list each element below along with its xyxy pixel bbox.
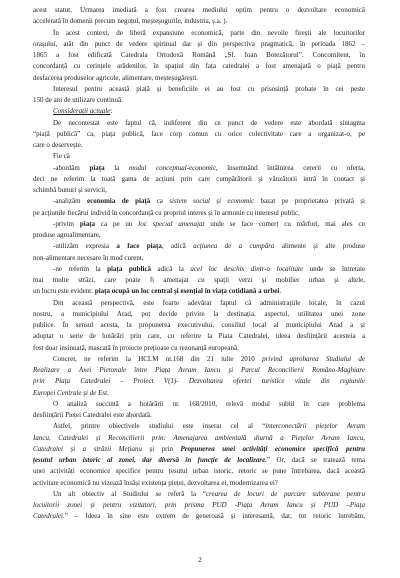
text-line xyxy=(33,332,365,340)
text-run: 1865 a fost edificată Catedrala Ortodoxă Română „Sf. Ioan Botezătorul”. Concomitent, în xyxy=(33,51,365,59)
text-run: acest statut. Urmarea imediată a fost crearea mediului optim pentru o dezvoltare economică xyxy=(33,6,365,14)
text-run: orașului, atât din punct de vedere spiritual dar și din perspectiva pragmatică, în perioada 1862 – xyxy=(33,39,365,48)
text-line xyxy=(33,29,365,37)
text-run: prin Piața Catedralei - Proiect V(1)- Dezvoltarea ofertei turistice vitale din regiunile xyxy=(33,377,365,386)
text-run: modul conceptual-economic xyxy=(128,163,216,172)
text-run: Catedralei și a străzii Mețianu xyxy=(33,444,142,453)
text-line xyxy=(33,265,365,273)
text-run: publice. În sensul acesta, la propunerea executivului, consiliul local al municipiului Arad a și xyxy=(33,321,365,329)
text-run: -ne referim la xyxy=(53,264,108,273)
text-run: privind aprobarea Studiului de xyxy=(262,354,365,363)
text-run: țesutul urban istoric al zonei, dar diversă în funcție de localizare. xyxy=(33,456,267,464)
text-line xyxy=(33,512,365,520)
text-run: -utilizăm expresia xyxy=(53,242,117,251)
text-run: produse agroalimentare, xyxy=(33,231,101,239)
text-line xyxy=(33,164,365,172)
text-line xyxy=(33,197,365,205)
text-run: Propunerea unei activități economice specifică pentru xyxy=(180,444,365,453)
text-run: acțiunea de a cumpăra xyxy=(193,242,275,251)
text-line xyxy=(33,389,365,397)
text-run: piața ocupă un loc central și esențial în viața cotidiană a urbei xyxy=(94,287,280,296)
text-run: piața xyxy=(89,163,105,172)
text-line xyxy=(33,242,365,250)
text-run: desființării Pieței Catedralei este abordată. xyxy=(33,411,152,419)
text-run: Catedralei. xyxy=(33,512,65,521)
text-line xyxy=(33,490,365,498)
text-run: unei activități economice specifice pentru țesutul urban istoric, retoric se pune întrebarea, dacă această xyxy=(33,467,365,476)
text-line xyxy=(33,51,365,59)
text-line xyxy=(33,434,365,442)
text-run: deci ne referim la toată gama de acțiuni prin care cumpărătorii și vânzătorii intră în contact și xyxy=(33,174,365,183)
text-run: ” – Ideea în sine este extrem de generoasă și interesantă, dar, tot retoric întrebăm, xyxy=(64,512,365,521)
text-run: Concret, ne referim la HCLM nr.168 din 21 iulie 2010 xyxy=(53,354,263,363)
text-run: piața publică xyxy=(107,264,152,273)
text-run: schimbă bunuri și servicii, xyxy=(33,186,107,194)
text-line xyxy=(33,186,365,194)
text-line xyxy=(33,130,365,138)
text-line xyxy=(33,141,365,149)
text-run: ca pe un xyxy=(95,219,139,228)
text-run: ” Or, dacă se tratează tema xyxy=(267,456,365,464)
text-line xyxy=(33,220,365,228)
text-run: . xyxy=(279,287,282,296)
text-line xyxy=(33,400,365,408)
text-run: unde se face comerț cu mărfuri, mai ales cu xyxy=(204,219,365,228)
text-run: crearea de locuri de parcare subterane pentru xyxy=(205,489,365,498)
text-run: accelerată în domenii precum negoțul, meșteșugurile, industria, ș.a. ). xyxy=(33,17,228,26)
text-line xyxy=(33,74,365,82)
text-run: activitate economică nu vizează însăși existența pieței, dezvoltarea ei, modernizarea ei? xyxy=(33,478,278,487)
text-run: interconectării piețelor Avram xyxy=(265,422,365,431)
text-run: Din această perspectivă, este foarte adevărat faptul că administrațiile locale, în cazul xyxy=(53,298,365,307)
text-run: adoptat o serie de hotărâri prin care, cu referire la Piata Catedralei, ideea desființării acesteia a xyxy=(33,332,365,341)
text-run: “piață publică” ca, piața publică, face corp comun cu orice colectivitate care a organizat-o, pe xyxy=(33,129,365,138)
text-line xyxy=(33,445,365,453)
text-run: : xyxy=(110,107,113,116)
text-line xyxy=(33,276,365,284)
text-run: locuitorii zonei și pentru vizitatori, prin prisma PUD -Piața Avram Iancu și PUD –Piața xyxy=(33,501,365,509)
text-line xyxy=(33,321,365,329)
page-number: 2 xyxy=(198,556,202,564)
text-run: economia de piață xyxy=(86,197,151,206)
text-run: la xyxy=(104,163,129,172)
text-run: și prin xyxy=(141,444,181,453)
text-run: nostru, a municipiului Arad, pot decide privire la destinația, aspectul, utilitatea unei zone xyxy=(33,309,365,318)
text-run: O analiză succintă a hotărârii nr. 168/2010, relevă modul subtil în care problema xyxy=(53,399,365,408)
text-line xyxy=(33,85,365,93)
text-run: a face piața xyxy=(116,242,162,251)
text-line xyxy=(33,456,365,464)
text-run: Interesul pentru această piață și beneficiile ei au fost cu prisosință probate în cei peste xyxy=(53,84,365,93)
text-line xyxy=(33,119,365,127)
text-line xyxy=(33,299,365,307)
text-line xyxy=(33,377,365,385)
text-run: desfacerea produselor agricole, alimentare, meșteșugărești. xyxy=(33,73,199,82)
text-run: -abordăm xyxy=(53,163,90,172)
text-run: care o deservește. xyxy=(33,141,83,149)
text-line xyxy=(33,17,365,25)
text-line xyxy=(33,310,365,318)
text-run: loc special amenajat xyxy=(138,219,205,228)
text-run: unde se întretaie xyxy=(303,264,365,273)
text-line xyxy=(33,107,365,115)
text-line xyxy=(33,355,365,363)
text-run: alimente și alte produse xyxy=(274,242,365,251)
text-run: , adică xyxy=(161,242,194,251)
text-run: pe acțiunile fiecărui individ în concordanță cu propriul interes și în armonie cu interesul public, xyxy=(33,208,300,217)
text-run: bazat pe proprietatea privată și xyxy=(254,197,365,206)
text-line xyxy=(33,501,365,509)
text-run: mai multe străzi, care poate fi amenajat cu spații verzi și mobilier urban și altele, xyxy=(33,276,365,284)
text-run: sistem social și economic xyxy=(169,197,255,206)
text-run: acel loc deschis dintr-o localitate xyxy=(190,264,304,273)
text-line xyxy=(33,422,365,430)
text-line xyxy=(33,40,365,48)
text-line xyxy=(33,254,365,262)
text-run: , însemnând întâlnirea cererii cu oferta, xyxy=(215,163,365,172)
text-run: concordanță cu cerințele arădenilor, în spațiul din fața catedralei a fost amenajată o piață pentru xyxy=(33,62,365,71)
text-line xyxy=(33,62,365,70)
text-run: adică la xyxy=(151,264,191,273)
text-run: un lucru este evident: xyxy=(33,287,95,296)
text-run: non-alimentare necesare în mod curent, xyxy=(33,253,144,262)
text-run: Iancu, Catedralei și Reconcilierii prin: Amenajarea ambientală diurnă a Piețelor Avram Iancu, xyxy=(33,433,365,442)
text-line xyxy=(33,287,365,295)
text-run: Considerații actuale xyxy=(53,107,111,116)
text-line xyxy=(33,152,365,160)
text-run: -analizăm xyxy=(53,197,87,206)
text-run: piața xyxy=(79,219,96,228)
text-line xyxy=(33,411,365,419)
text-run: În acest context, de liberă expansiune economică, parte din nevoile firești ale locuitorilor xyxy=(53,28,365,37)
text-line xyxy=(33,6,365,14)
text-run: Un alt obiectiv al Studiului se referă la “ xyxy=(53,489,206,498)
text-run: Astfel, printre obiectivele studiului este inserat cel al “ xyxy=(53,422,266,431)
text-line xyxy=(33,175,365,183)
text-line xyxy=(33,366,365,374)
text-run: Fie că xyxy=(53,152,70,161)
text-run: Realizare a Axei Pietonale între Piața Avram Iancu și Parcul Reconcilierii Româno-Maghiare xyxy=(33,366,365,374)
text-line xyxy=(33,467,365,475)
text-line xyxy=(33,479,365,487)
text-run: fost doar insinuată, mascată în proiecte prețioase cu rezonanță europeană. xyxy=(33,343,239,352)
text-line xyxy=(33,231,365,239)
text-run: De necontestat este faptul că, indiferent din ce punct de vedere este abordată sintagma xyxy=(53,118,365,127)
text-run: Europei Centrale și de Est. xyxy=(33,388,109,397)
text-run: -privim xyxy=(53,219,80,228)
text-line xyxy=(33,344,365,352)
text-run: 150 de ani de utilizare continuă. xyxy=(33,96,123,104)
text-run: ca xyxy=(150,197,170,206)
text-line xyxy=(33,209,365,217)
text-line xyxy=(33,96,365,104)
